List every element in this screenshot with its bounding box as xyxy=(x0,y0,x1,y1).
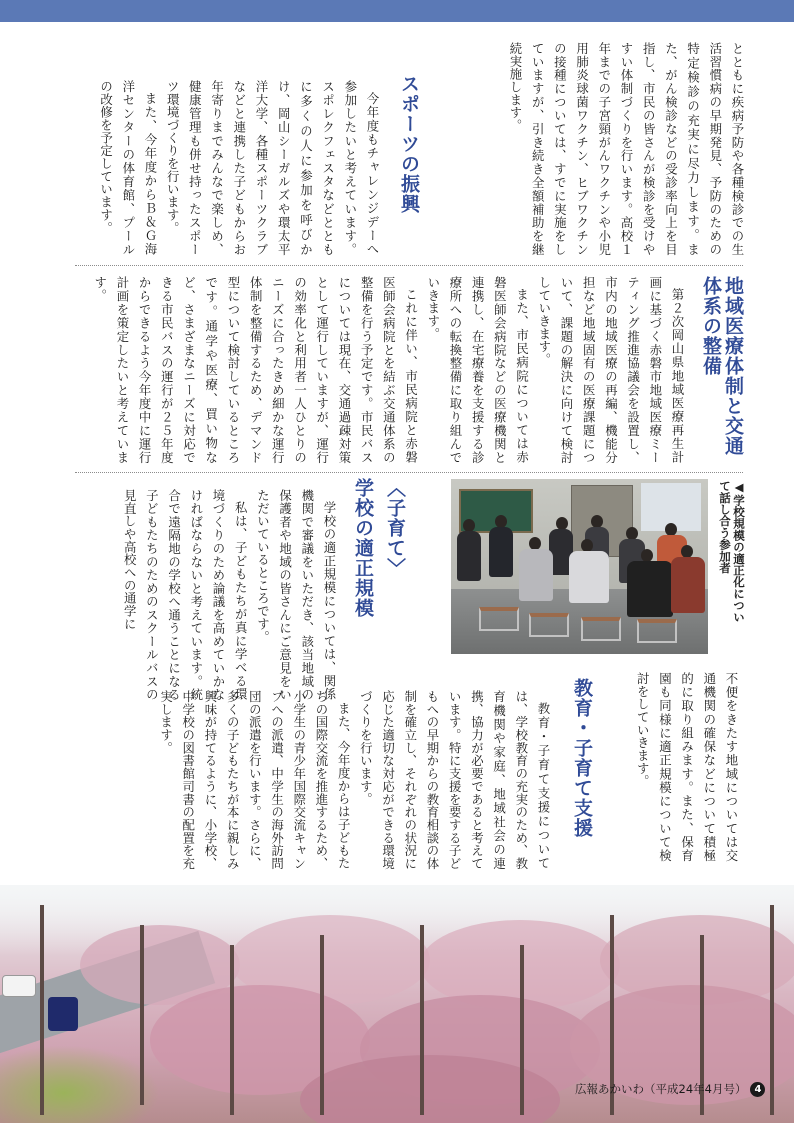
section-divider xyxy=(75,265,743,266)
article-text-transport-school: 不便をきたす地域については交通機関の確保などについて積極的に取り組みます。また、保育園も同様に適正規模について検討をしていきます。 xyxy=(635,672,739,862)
page-number: 4 xyxy=(750,1082,765,1097)
article-text-health: とともに疾病予防や各種検診での生活習慣病の早期発見、予防のための特定検診の充実に尽力します。また、がん検診などの受診率向上を目指し、市民の皆さんが検診を受けやすい体制づくりを行います。高校１年までの子宮頸がんワクチンや小児用肺炎球菌ワクチン、ヒブワクチンの接種については、すでに実施をしていますが、引き続き全額補助を継続実施します。 xyxy=(507,42,745,256)
photo-caption: ◀学校規模の適正化について話し合う参加者 xyxy=(718,480,746,623)
article-text-sports: 今年度もチャレンジデーへ参加したいと考えています。スポレクフェスタなどとともに多くの人に参加を呼びかけ、岡山シーガルズや環太平洋大学、各種スポーツクラブなどと連携した子どもからお年寄りまでみんなで楽しめ、健康管理も併せ持ったスポーツ環境づくりを行います。 また、今年度からＢ＆Ｇ海洋センターの体育館、プールの改修を予定しています。 xyxy=(98,80,380,256)
header-bar xyxy=(0,0,794,22)
heading-school-size: 学校の適正規模 xyxy=(352,478,374,618)
page-footer xyxy=(575,1081,765,1097)
section-divider xyxy=(75,472,743,473)
heading-medical-transport: 地域医療体制と交通体系の整備 xyxy=(700,276,744,456)
article-text-school: 学校の適正規模については、関係機関で審議をいただき、該当地域の保護者や地域の皆さんにご意見をいただいているところです。 私は、子どもたちが真に学べる環境づくりのため論議を高めていかなければならないと考えています。統合で遠隔地の学校へ通うことになる子どもたちのためのスクールバスの見直しや高校への通学に xyxy=(122,489,337,701)
heading-education-support: 教育・子育て支援 xyxy=(571,678,593,838)
article-text-education: 教育・子育て支援については、学校教育の充実のため、教育機関や家庭、地域社会の連携、協力が必要であると考えています。特に支援を要する子どもへの早期からの教育相談の体制を確立し、それぞれの状況に応じた適切な対応ができる環境づくりを行います。 また、今年度からは子どもたちの国際交流を推進するため、小学生の青少年国際交流キャンプへの派遣、中学生の海外訪問団の派遣を行います。さらに、多くの子どもたちが本に親しみ興味が持てるように、小学校、中学校の図書館司書の配置を充実します。 xyxy=(158,690,551,870)
heading-kosodate: 〈子育て〉 xyxy=(384,478,406,578)
article-text-medical: 第２次岡山県地域医療再生計画に基づく赤磐市地域医療ミーティング推進協議会を設置し、市内の地域医療の再編、機能分担など地域固有の医療課題について、課題の解決に向けて検討していきます。 また、市民病院については赤磐医師会病院などの医療機関と連携し、在宅療養を支援する診療所への転換整備に取り組んでいきます。 これに伴い、市民病院と赤磐医師会病院とを結ぶ交通体系の整備を行う予定です。市民バスについては現在、交通過疎対策として運行していますが、運行の効率化と利用者一人ひとりのニーズに合ったきめ細かな運行体制を整備するため、デマンド型について検討しているところです。通学や医療、買い物など、さまざまなニーズに対応できる市民バスの運行が２５年度からできるよう今年度中に運行計画を策定したいと考えています。 xyxy=(92,276,685,464)
footer-publication: 広報あかいわ（平成24年4月号） xyxy=(575,1082,747,1096)
meeting-photo xyxy=(451,479,708,654)
heading-sports: スポーツの振興 xyxy=(398,74,420,214)
